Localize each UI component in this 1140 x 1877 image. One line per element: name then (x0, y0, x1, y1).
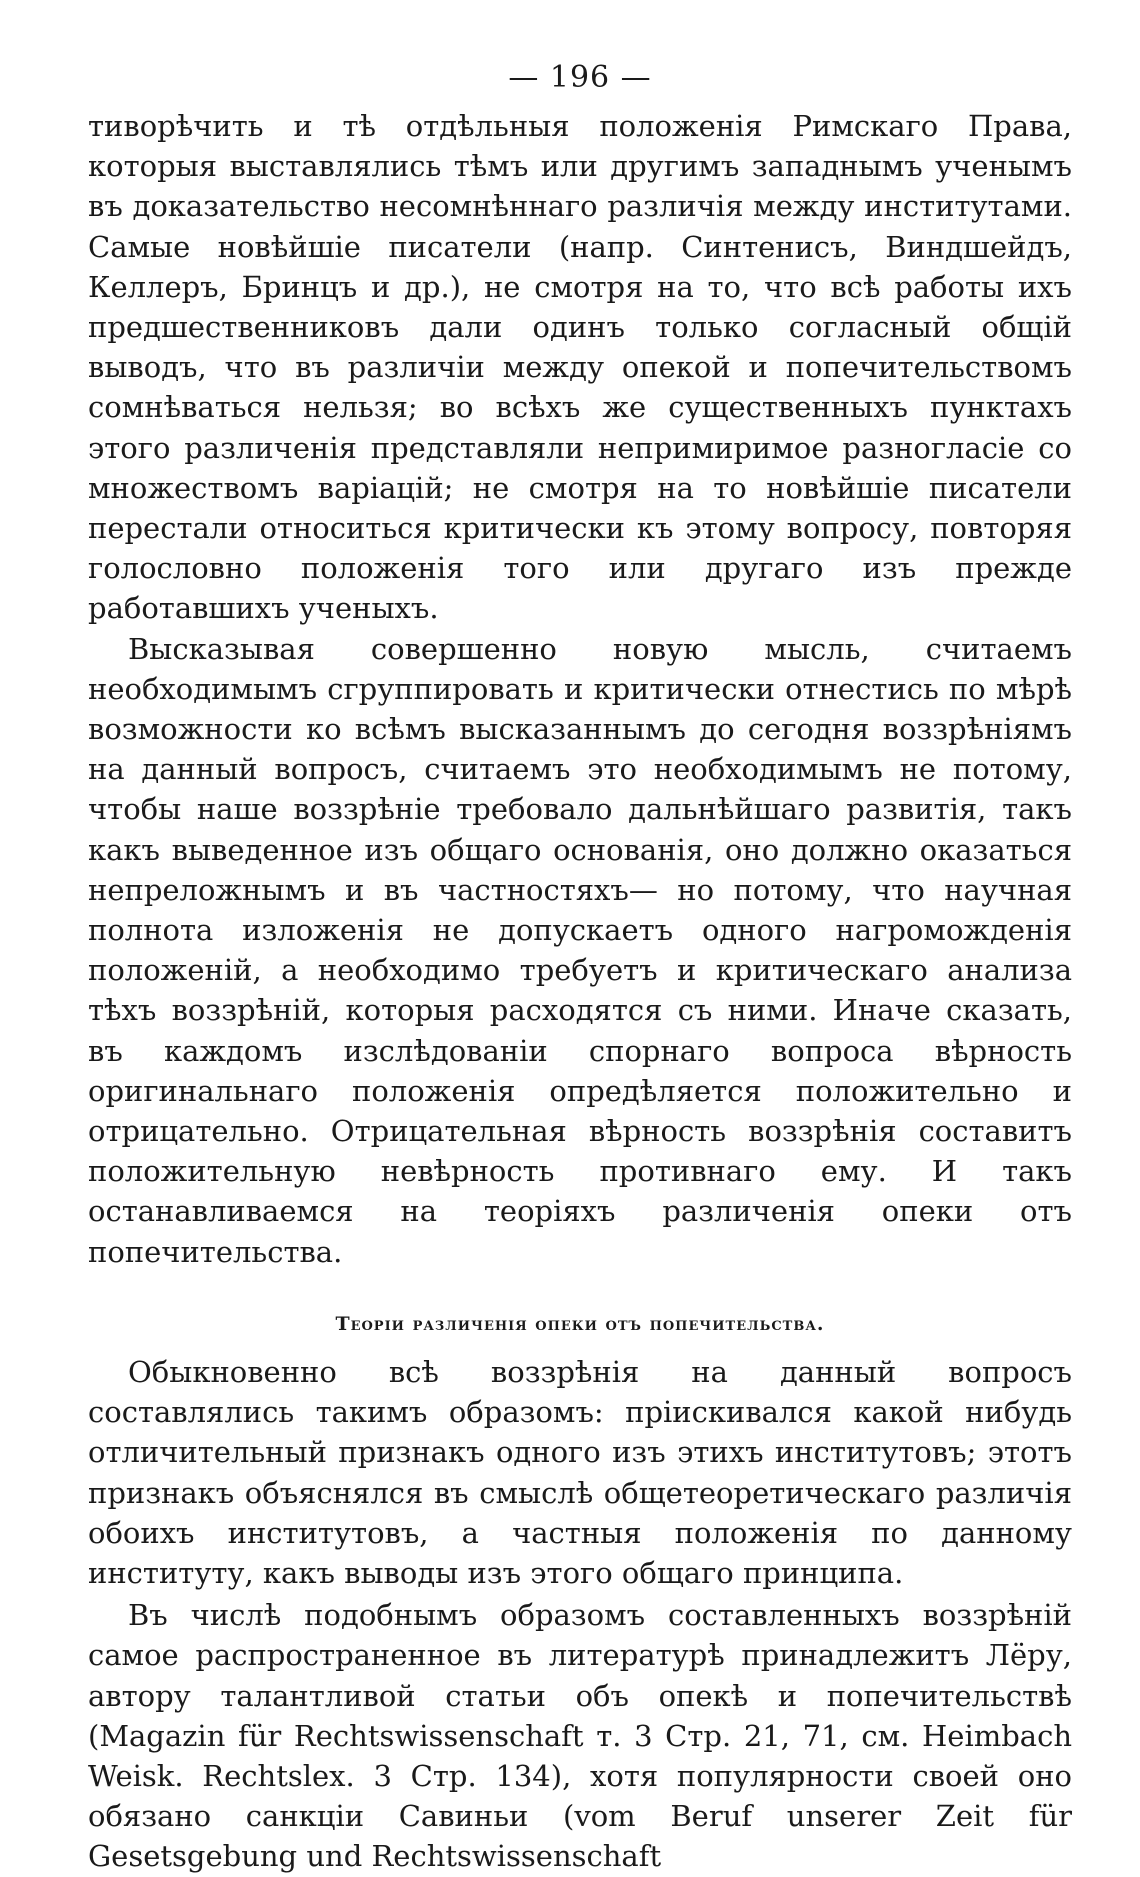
paragraph-2: Высказывая совершенно новую мысль, считаемъ необходимымъ сгруппировать и критически отнестись по мѣрѣ возможности ко всѣмъ высказаннымъ до сегодня воззрѣніямъ на данный вопросъ, считаемъ это необходимымъ не потому, чтобы наше воззрѣніе требовало дальнѣйшаго развитія, такъ какъ выведенное изъ общаго основанія, оно должно оказаться непреложнымъ и въ частностяхъ— но потому, что научная полнота изложенія не допускаетъ одного нагроможденія положеній, а необходимо требуетъ и критическаго анализа тѣхъ воззрѣній, которыя расходятся съ ними. Иначе сказать, въ каждомъ изслѣдованіи спорнаго вопроса вѣрность оригинальнаго положенія опредѣляется положительно и отрицательно. Отрицательная вѣрность воззрѣнія составитъ положительную невѣрность противнаго ему. И такъ останавливаемся на теоріяхъ различенія опеки отъ попечительства. (88, 631, 1072, 1269)
section-heading: Теоріи различенія опеки отъ попечительства. (335, 1312, 825, 1335)
document-page (88, 58, 1072, 1877)
paragraph-4: Въ числѣ подобнымъ образомъ составленныхъ воззрѣній самое распространенное въ литературѣ принадлежитъ Лёру, автору талантливой статьи объ опекѣ и попечительствѣ (Magazin für Rechtswissenschaft т. 3 Стр. 21, 71, см. Heimbach Weisk. Rechtslex. 3 Стр. 134), хотя популярности своей оно обязано санкціи Савиньи (vom Beruf unserer Zeit für Gesetsgebung und Rechtswissenschaft (88, 1598, 1072, 1874)
page-number: — 196 — (508, 60, 652, 95)
paragraph-continuation: тиворѣчить и тѣ отдѣльныя положенія Римскаго Права, которыя выставлялись тѣмъ или другимъ западнымъ ученымъ въ доказательство несомнѣннаго различія между институтами. Самые новѣйшіе писатели (напр. Синтенисъ, Виндшейдъ, Келлеръ, Бринцъ и др.), не смотря на то, что всѣ работы ихъ предшественниковъ дали одинъ только согласный общій выводъ, что въ различіи между опекой и попечительствомъ сомнѣваться нельзя; во всѣхъ же существенныхъ пунктахъ этого различенія представляли непримиримое разногласіе со множествомъ варіацій; не смотря на то новѣйшіе писатели перестали относиться критически къ этому вопросу, повторяя голословно положенія того или другаго изъ прежде работавшихъ ученыхъ. (88, 109, 1072, 626)
paragraph-3: Обыкновенно всѣ воззрѣнія на данный вопросъ составлялись такимъ образомъ: пріискивался какой нибудь отличительный признакъ одного изъ этихъ институтовъ; этотъ признакъ объяснялся въ смыслѣ общетеоретическаго различія обоихъ институтовъ, а частныя положенія по данному институту, какъ выводы изъ этого общаго принципа. (88, 1354, 1072, 1590)
